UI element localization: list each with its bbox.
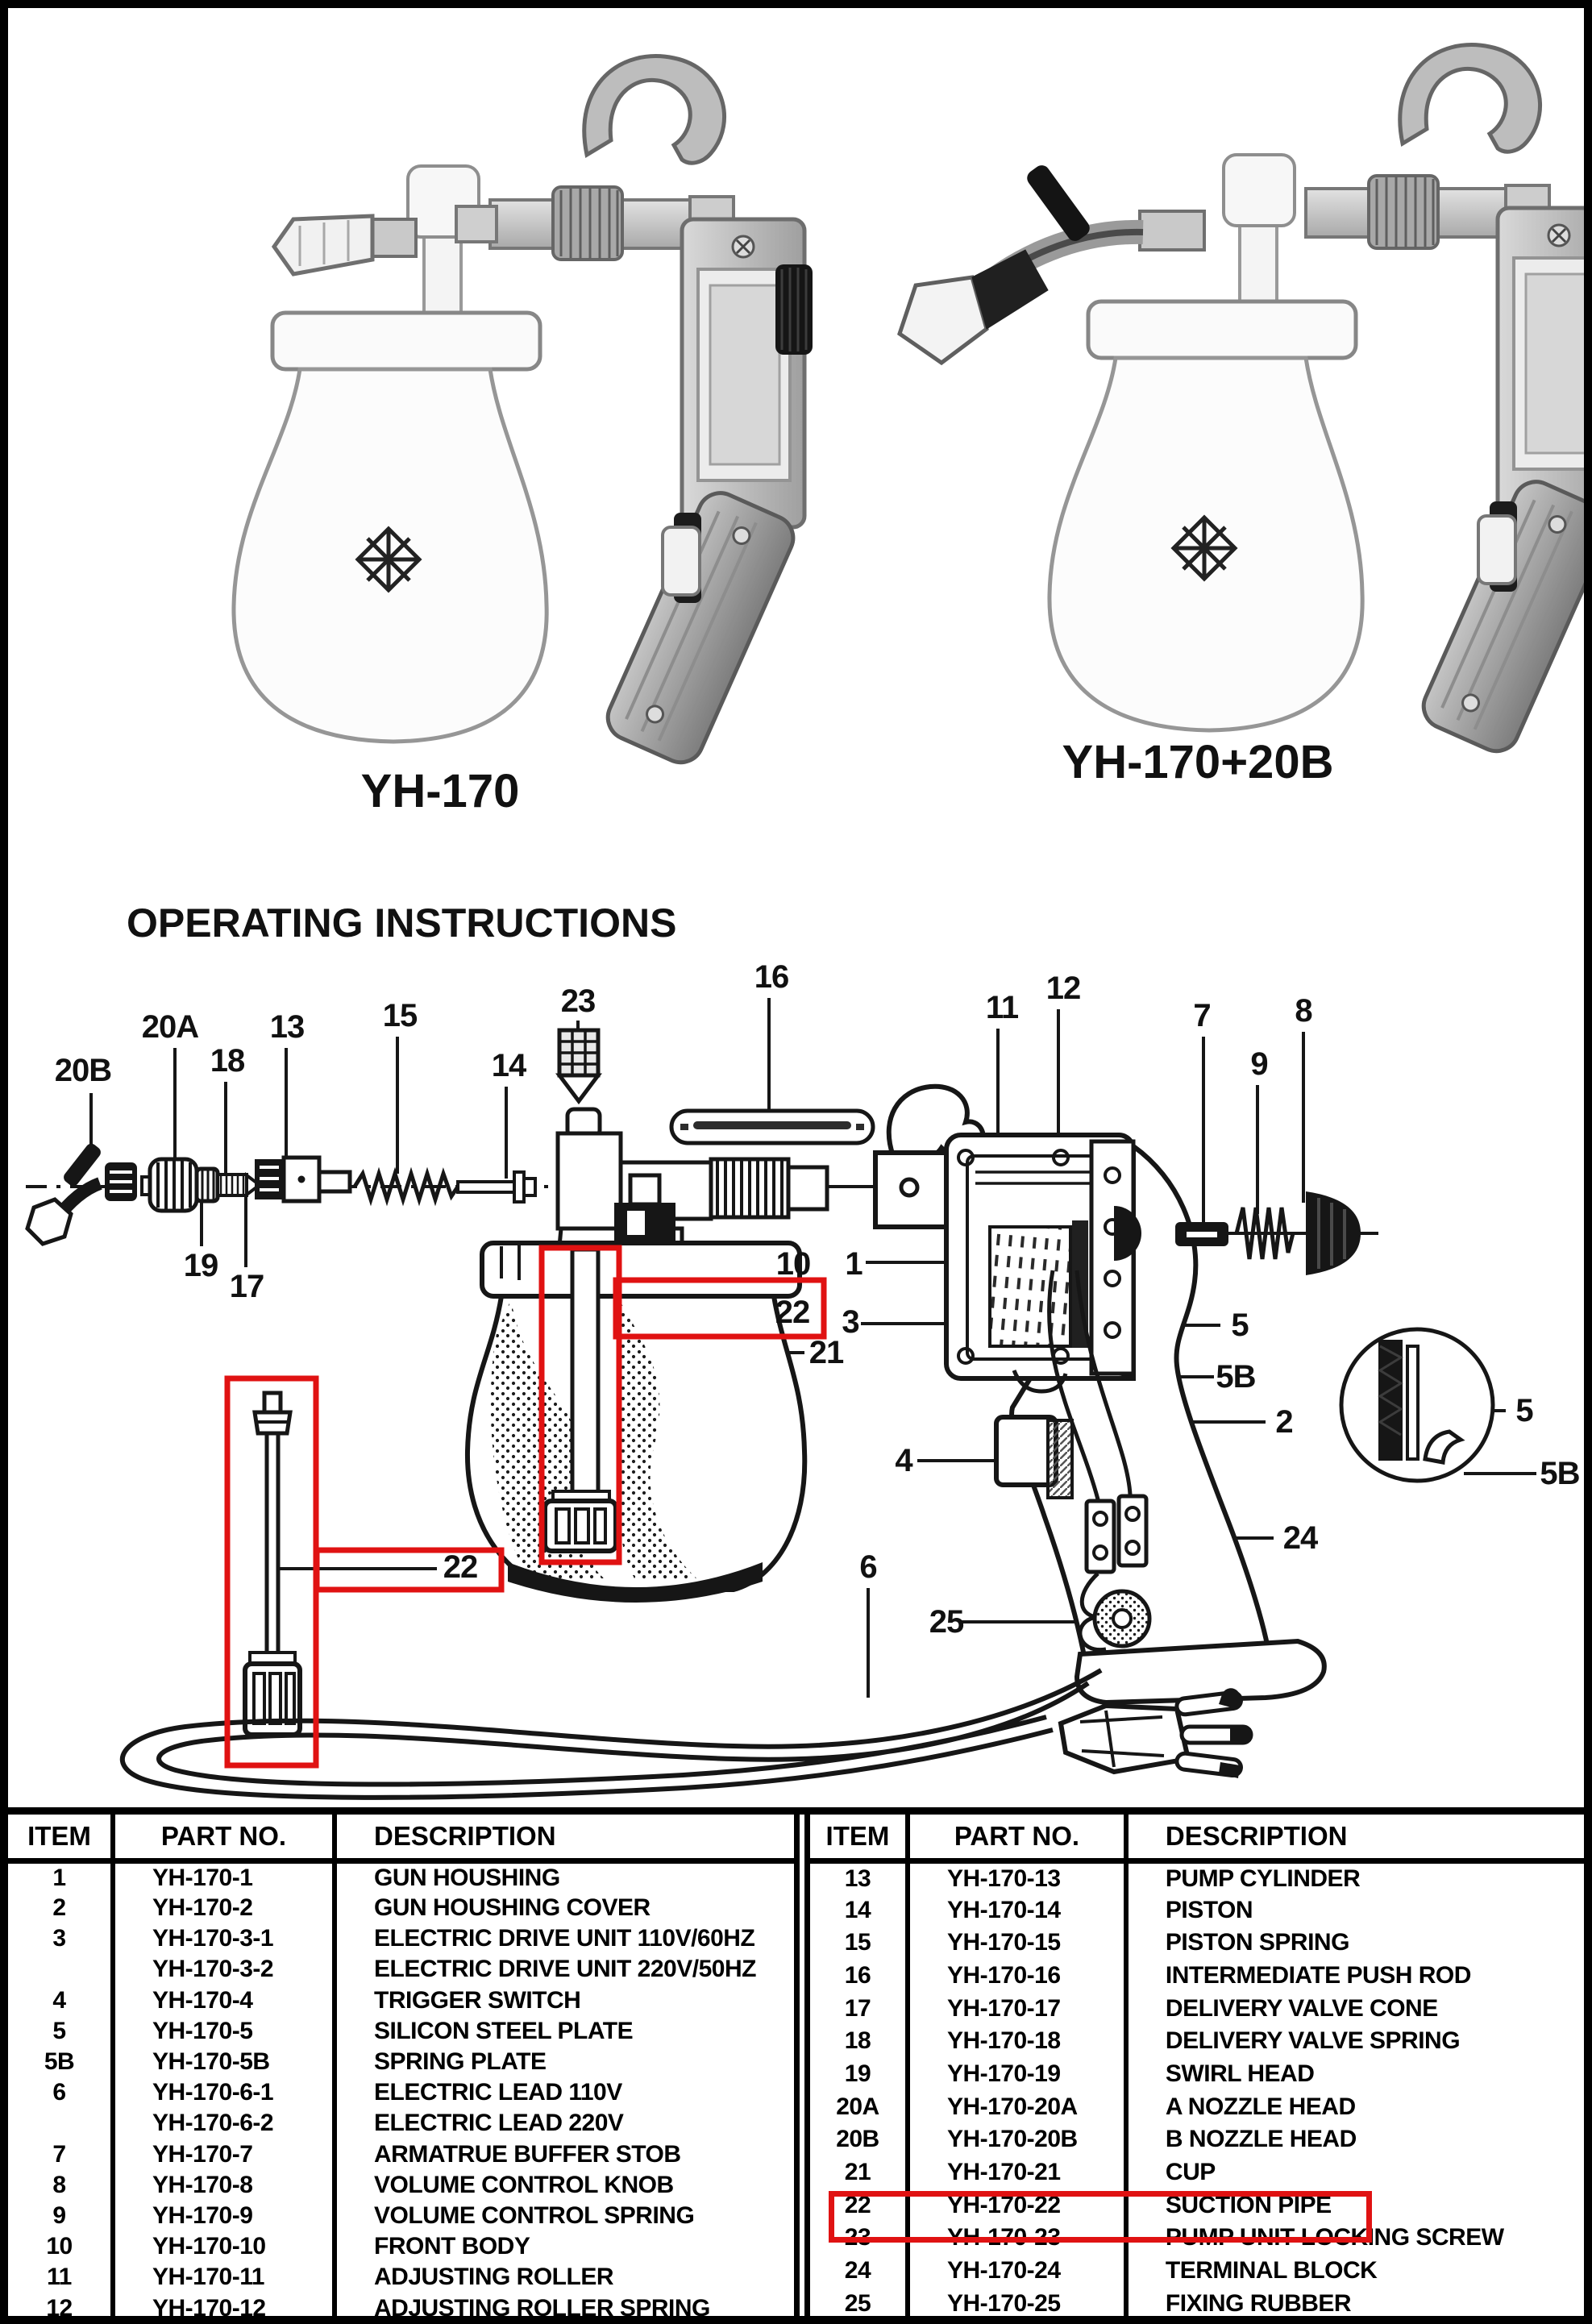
table-row xyxy=(808,2025,1585,2058)
cell-item: 6 xyxy=(52,2079,66,2106)
cell-description: VOLUME CONTROL KNOB xyxy=(335,2170,796,2201)
cell-description: DELIVERY VALVE SPRING xyxy=(1126,2025,1584,2058)
cell-item: 4 xyxy=(52,1986,66,2014)
cell-item: 18 xyxy=(844,2027,871,2055)
cell-item: 7 xyxy=(52,2140,66,2168)
table-row xyxy=(8,2047,796,2077)
table-row xyxy=(8,2293,796,2323)
cell-part-no: YH-170-18 xyxy=(908,2025,1126,2058)
cell-item: 15 xyxy=(844,1929,871,1956)
callout-20A: 20A xyxy=(141,1009,199,1045)
table-row xyxy=(808,2156,1585,2189)
cell-part-no: YH-170-6-1 xyxy=(113,2077,335,2108)
header-desc: DESCRIPTION xyxy=(335,1815,796,1861)
cell-part-no: YH-170-20A xyxy=(908,2090,1126,2123)
table-row xyxy=(808,1894,1585,1927)
cell-item: 2 xyxy=(52,1894,66,1922)
cell-part-no: YH-170-10 xyxy=(113,2231,335,2262)
gun-housing-art xyxy=(946,1135,1361,1702)
cell-description: INTERMEDIATE PUSH ROD xyxy=(1126,1960,1584,1993)
cell-part-no: YH-170-3-1 xyxy=(113,1923,335,1954)
table-row xyxy=(808,2123,1585,2156)
photo1-knurled-ring xyxy=(553,187,622,260)
callout-14: 14 xyxy=(491,1048,526,1083)
part-23-locking-screw xyxy=(559,1030,598,1101)
table-row xyxy=(8,2201,796,2231)
photo1-nozzle xyxy=(274,216,416,274)
callout-5-inset: 5 xyxy=(1515,1393,1533,1428)
callout-19: 19 xyxy=(183,1248,218,1283)
part-17-18-delivery-valve xyxy=(218,1174,260,1195)
cell-item: 21 xyxy=(844,2159,871,2186)
cell-description: VOLUME CONTROL SPRING xyxy=(335,2201,796,2231)
table-row xyxy=(8,2170,796,2201)
cell-part-no: YH-170-22 xyxy=(908,2189,1126,2222)
cell-description: FIXING RUBBER xyxy=(1126,2287,1584,2320)
callout-18: 18 xyxy=(210,1043,245,1079)
cell-description: PISTON xyxy=(1126,1894,1584,1927)
part-13-pump-cylinder xyxy=(255,1158,350,1201)
cell-item: 12 xyxy=(46,2294,73,2322)
table-header-row xyxy=(808,1815,1585,1861)
cell-item: 11 xyxy=(47,2264,72,2291)
cell-item: 25 xyxy=(844,2289,871,2317)
cell-description: ADJUSTING ROLLER xyxy=(335,2262,796,2293)
exploded-diagram-art xyxy=(26,998,1536,1798)
cell-part-no: YH-170-7 xyxy=(113,2139,335,2170)
header-desc: DESCRIPTION xyxy=(1126,1815,1584,1861)
cell-description: PUMP CYLINDER xyxy=(1126,1861,1584,1894)
cell-item: 16 xyxy=(844,1961,871,1989)
table-row xyxy=(808,1861,1585,1894)
photo1-trigger xyxy=(663,527,700,595)
cell-part-no: YH-170-20B xyxy=(908,2123,1126,2156)
part-16-push-rod xyxy=(671,1111,873,1143)
table-row xyxy=(8,1893,796,1923)
cell-part-no: YH-170-3-2 xyxy=(113,1954,335,1985)
callout-22-upper: 22 xyxy=(775,1295,810,1330)
cell-item: 22 xyxy=(844,2191,871,2218)
photo-caption-yh170-20b: YH-170+20B xyxy=(1062,736,1334,788)
part-20B-b-nozzle xyxy=(27,1141,137,1244)
cell-description: ELECTRIC DRIVE UNIT 220V/50HZ xyxy=(335,1954,796,1985)
table-row xyxy=(8,2139,796,2170)
cell-description: B NOZZLE HEAD xyxy=(1126,2123,1584,2156)
cell-item: 13 xyxy=(844,1865,871,1892)
photo1-hang-hook xyxy=(584,56,725,164)
cell-item: 5B xyxy=(44,2048,75,2076)
table-row xyxy=(808,2090,1585,2123)
callout-3: 3 xyxy=(842,1304,859,1340)
callout-5B-inset: 5B xyxy=(1540,1456,1580,1491)
callout-22-lower: 22 xyxy=(443,1549,478,1585)
cell-item: 5 xyxy=(52,2017,66,2044)
cell-description: A NOZZLE HEAD xyxy=(1126,2090,1584,2123)
callout-10: 10 xyxy=(775,1246,811,1282)
parts-table-left xyxy=(8,1815,800,2324)
cell-part-no: YH-170-17 xyxy=(908,1992,1126,2025)
cell-description: ARMATRUE BUFFER STOB xyxy=(335,2139,796,2170)
table-row xyxy=(8,1985,796,2016)
cell-part-no: YH-170-14 xyxy=(908,1894,1126,1927)
callout-7: 7 xyxy=(1193,998,1211,1033)
cell-description: GUN HOUSHING COVER xyxy=(335,1893,796,1923)
cell-part-no: YH-170-15 xyxy=(908,1927,1126,1960)
cell-item: 20B xyxy=(836,2126,879,2153)
table-row xyxy=(8,2077,796,2108)
callout-1: 1 xyxy=(845,1246,863,1282)
table-row xyxy=(8,2016,796,2047)
callout-17: 17 xyxy=(229,1269,264,1304)
cell-item xyxy=(8,1954,113,1985)
callout-4: 4 xyxy=(895,1443,912,1478)
red-box-table-row-22 xyxy=(829,2191,1372,2243)
cell-part-no: YH-170-2 xyxy=(113,1893,335,1923)
callout-16: 16 xyxy=(754,959,789,995)
cell-description: PUMP UNIT LOCKING SCREW xyxy=(1126,2222,1584,2255)
cell-item: 1 xyxy=(52,1865,66,1891)
table-row xyxy=(808,2255,1585,2288)
table-row xyxy=(8,2231,796,2262)
cell-part-no: YH-170-5B xyxy=(113,2047,335,2077)
cell-description: TRIGGER SWITCH xyxy=(335,1985,796,2016)
cell-description: ELECTRIC LEAD 110V xyxy=(335,2077,796,2108)
cell-part-no: YH-170-8 xyxy=(113,2170,335,2201)
cell-description: FRONT BODY xyxy=(335,2231,796,2262)
cell-description: GUN HOUSHING xyxy=(335,1861,796,1894)
cell-item: 9 xyxy=(52,2201,66,2229)
callout-9: 9 xyxy=(1250,1046,1268,1082)
callout-25: 25 xyxy=(929,1604,964,1640)
callout-15: 15 xyxy=(382,998,418,1033)
cell-item: 20A xyxy=(836,2093,879,2120)
cell-item: 10 xyxy=(46,2233,73,2260)
table-row xyxy=(808,1992,1585,2025)
cell-item: 24 xyxy=(844,2257,871,2285)
cell-part-no: YH-170-9 xyxy=(113,2201,335,2231)
cell-item: 8 xyxy=(52,2171,66,2198)
photo1-volume-knob xyxy=(775,264,813,355)
table-row xyxy=(8,2108,796,2139)
cell-item xyxy=(8,2108,113,2139)
callout-2: 2 xyxy=(1275,1404,1293,1440)
part-20A-a-nozzle xyxy=(142,1159,197,1211)
cell-description: CUP xyxy=(1126,2156,1584,2189)
callout-11: 11 xyxy=(985,990,1019,1025)
cell-part-no: YH-170-13 xyxy=(908,1861,1126,1894)
cell-part-no: YH-170-1 xyxy=(113,1861,335,1894)
callout-5B: 5B xyxy=(1216,1359,1256,1395)
cell-part-no: YH-170-25 xyxy=(908,2287,1126,2320)
cell-part-no: YH-170-5 xyxy=(113,2016,335,2047)
table-row xyxy=(808,1927,1585,1960)
table-row xyxy=(8,1954,796,1985)
cell-description: ELECTRIC DRIVE UNIT 110V/60HZ xyxy=(335,1923,796,1954)
header-item: ITEM xyxy=(27,1821,91,1851)
cell-description: SUCTION PIPE xyxy=(1126,2189,1584,2222)
callout-8: 8 xyxy=(1295,993,1312,1029)
diagram-title: OPERATING INSTRUCTIONS xyxy=(127,900,677,946)
callout-12: 12 xyxy=(1045,971,1081,1006)
photo-left-art xyxy=(234,56,813,770)
part-14-piston xyxy=(458,1172,535,1202)
cell-description: TERMINAL BLOCK xyxy=(1126,2255,1584,2288)
table-row xyxy=(8,2262,796,2293)
table-row xyxy=(808,2287,1585,2320)
callout-21: 21 xyxy=(808,1335,844,1370)
cell-part-no: YH-170-4 xyxy=(113,1985,335,2016)
photo-right-art xyxy=(900,45,1584,759)
cell-part-no: YH-170-23 xyxy=(908,2222,1126,2255)
photo-caption-yh170: YH-170 xyxy=(360,765,520,817)
cell-description: ADJUSTING ROLLER SPRING xyxy=(335,2293,796,2323)
cell-description: SILICON STEEL PLATE xyxy=(335,2016,796,2047)
table-row xyxy=(808,2058,1585,2091)
cell-item: 3 xyxy=(52,1925,66,1952)
callout-24: 24 xyxy=(1282,1520,1318,1556)
cell-part-no: YH-170-11 xyxy=(113,2262,335,2293)
callout-13: 13 xyxy=(269,1009,305,1045)
header-item: ITEM xyxy=(825,1821,890,1851)
cell-part-no: YH-170-6-2 xyxy=(113,2108,335,2139)
cell-description: DELIVERY VALVE CONE xyxy=(1126,1992,1584,2025)
table-header-row xyxy=(8,1815,796,1861)
callout-23: 23 xyxy=(560,983,596,1019)
table-row xyxy=(808,1960,1585,1993)
cell-part-no: YH-170-24 xyxy=(908,2255,1126,2288)
cell-item: 17 xyxy=(844,1994,871,2022)
cell-description: ELECTRIC LEAD 220V xyxy=(335,2108,796,2139)
cell-description: PISTON SPRING xyxy=(1126,1927,1584,1960)
table-row xyxy=(8,1923,796,1954)
callout-20B: 20B xyxy=(54,1053,112,1088)
header-part: PART NO. xyxy=(113,1815,335,1861)
cell-part-no: YH-170-12 xyxy=(113,2293,335,2323)
cell-item: 14 xyxy=(844,1896,871,1923)
inset-detail-circle xyxy=(1341,1329,1493,1481)
cell-part-no: YH-170-19 xyxy=(908,2058,1126,2091)
part-22-suction-pipe xyxy=(245,1393,300,1735)
cell-part-no: YH-170-16 xyxy=(908,1960,1126,1993)
cell-description: SWIRL HEAD xyxy=(1126,2058,1584,2091)
header-part: PART NO. xyxy=(908,1815,1126,1861)
cell-description: SPRING PLATE xyxy=(335,2047,796,2077)
parts-table-right xyxy=(804,1815,1584,2320)
cell-item: 19 xyxy=(844,2060,871,2087)
part-19-swirl-head xyxy=(197,1169,218,1201)
table-row xyxy=(8,1861,796,1894)
callout-6: 6 xyxy=(859,1549,877,1585)
bottle-cross-section xyxy=(468,1175,804,1603)
cell-item: 23 xyxy=(844,2224,871,2251)
callout-5: 5 xyxy=(1231,1308,1249,1343)
table-top-border xyxy=(8,1807,1584,1815)
cell-part-no: YH-170-21 xyxy=(908,2156,1126,2189)
